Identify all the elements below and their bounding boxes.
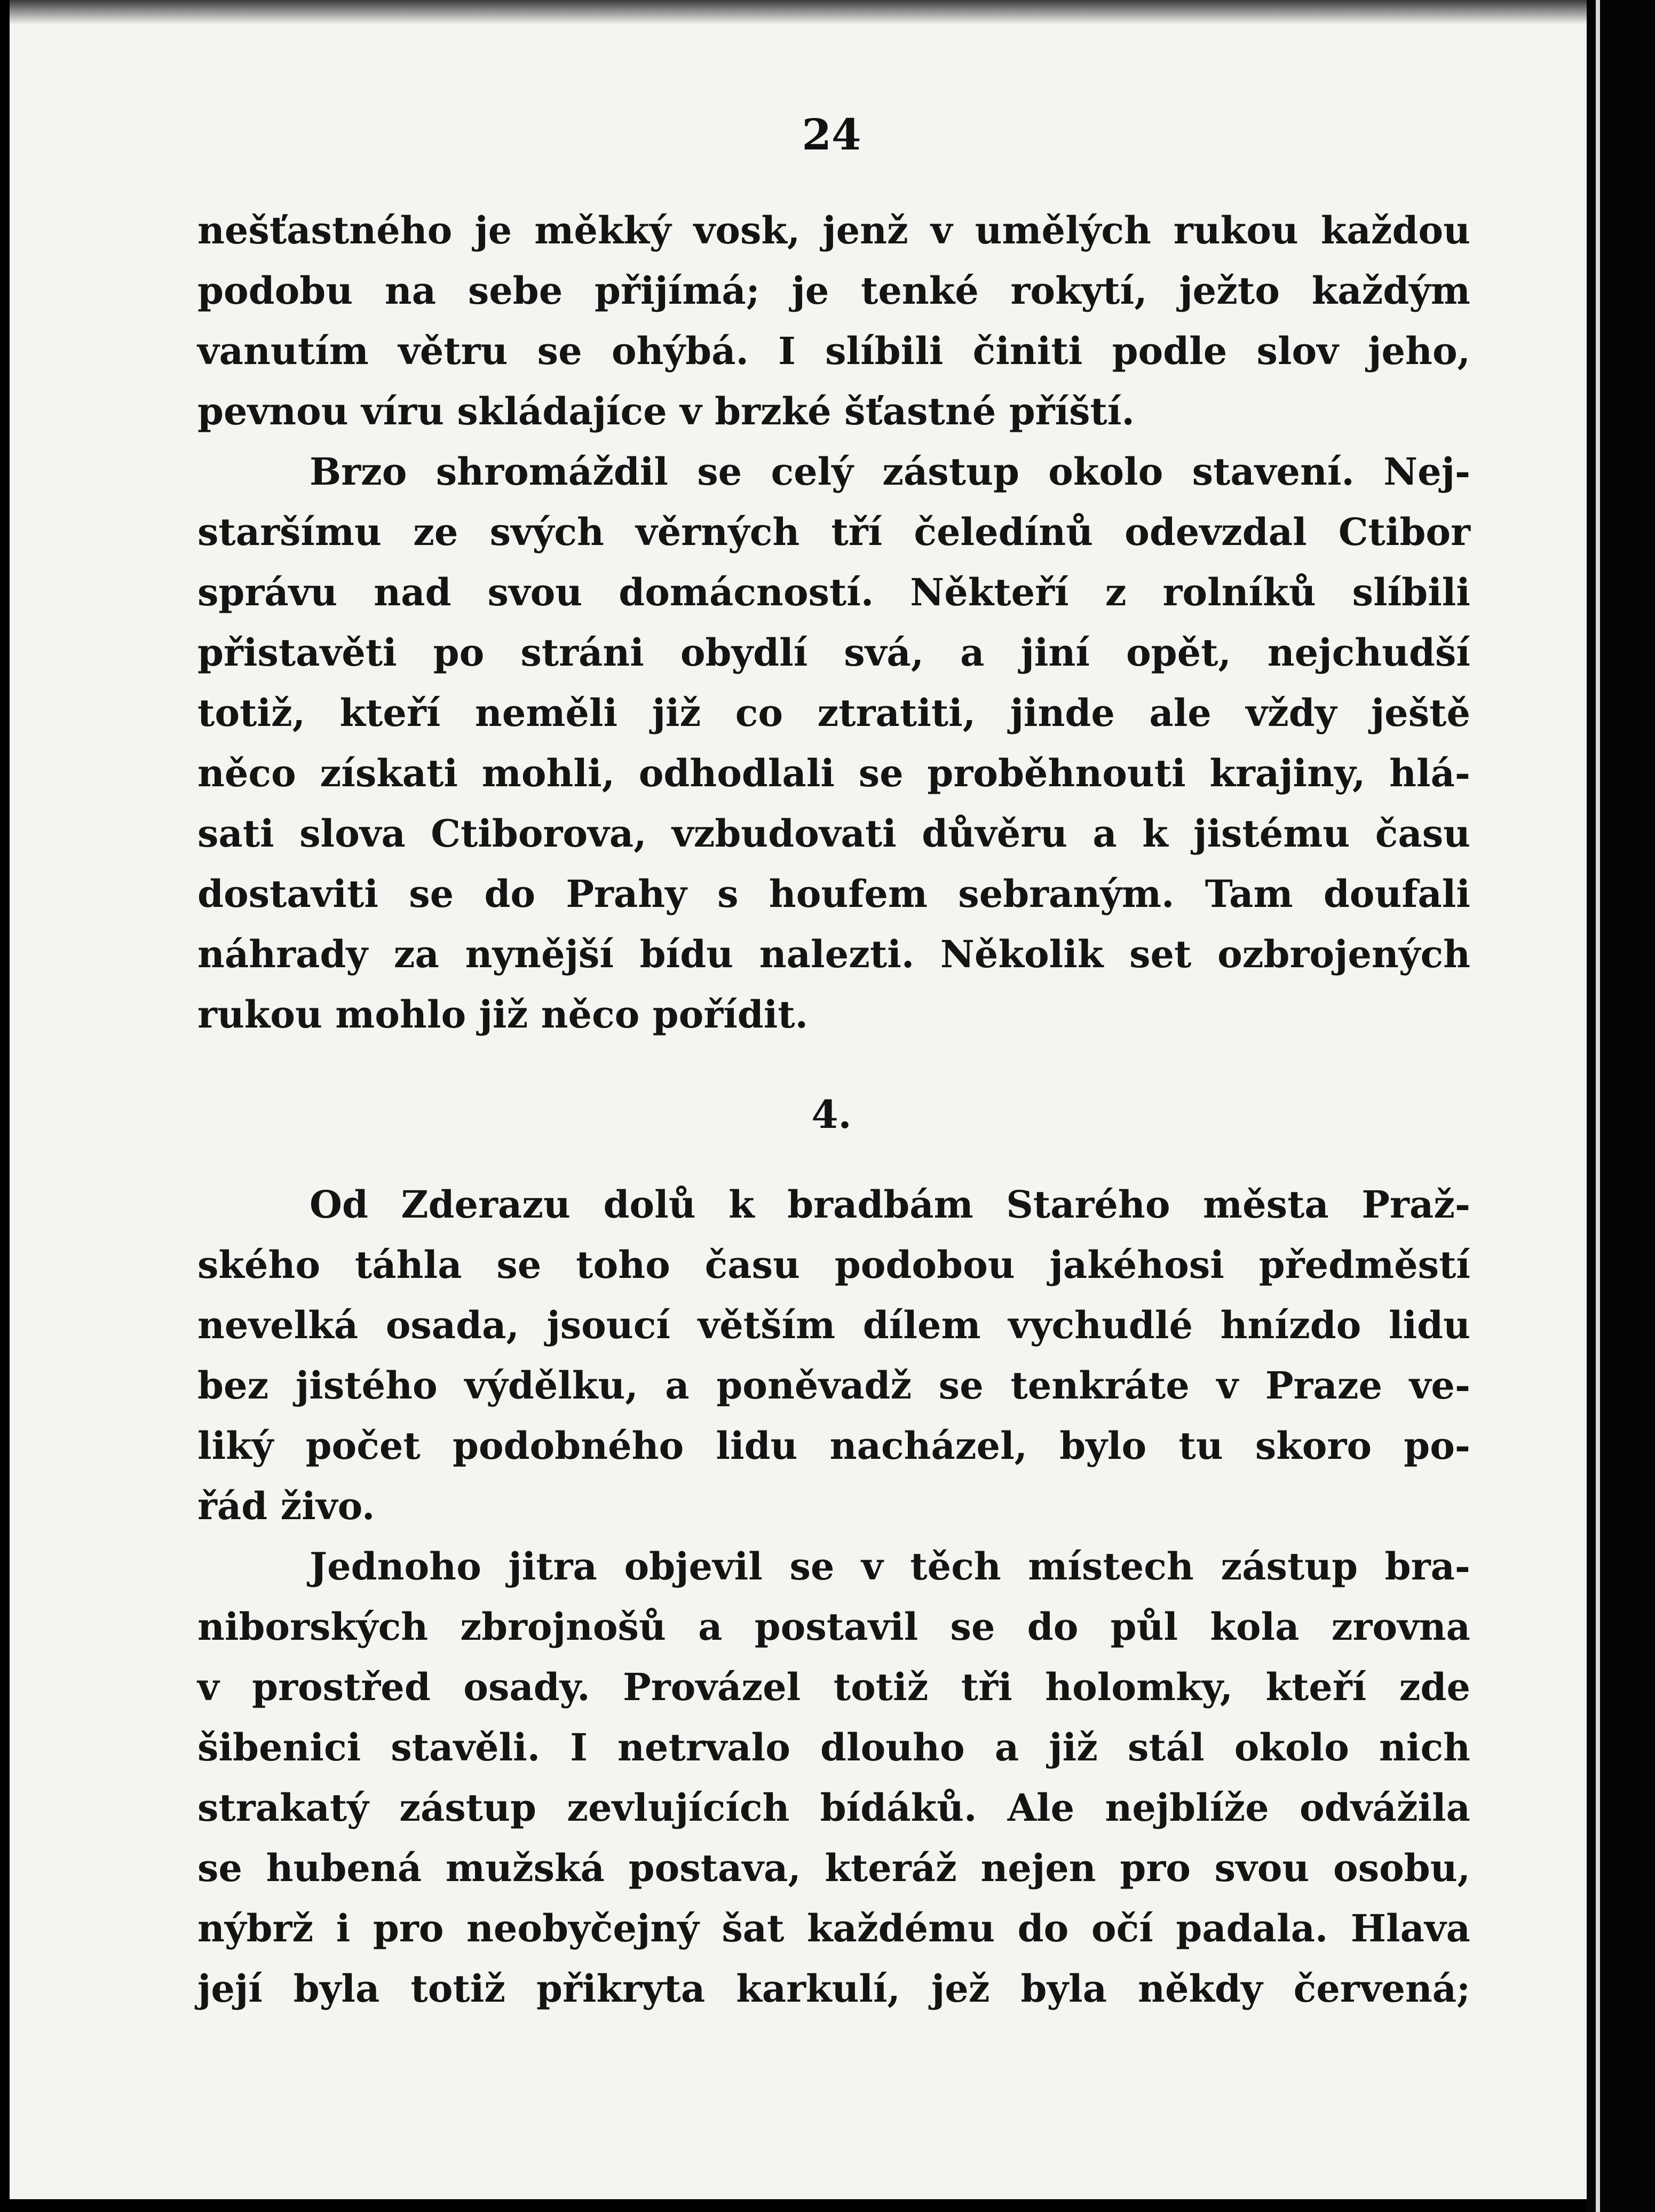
text-line: přistavěti po stráni obydlí svá, a jiní opět, nejchudší — [197, 630, 1470, 675]
text-line: dostaviti se do Prahy s houfem sebraným. Tam doufali — [197, 872, 1470, 916]
top-shadow — [10, 0, 1587, 25]
text-line: něco získati mohli, odhodlali se proběhnouti krajiny, hlá- — [197, 751, 1470, 795]
text-line: pevnou víru skládajíce v brzké šťastné příští. — [197, 389, 1135, 433]
text-line: totiž, kteří neměli již co ztratiti, jinde ale vždy ještě — [197, 691, 1470, 735]
text-line: nevelká osada, jsoucí větším dílem vychudlé hnízdo lidu — [197, 1303, 1470, 1347]
text-line: sati slova Ctiborova, vzbudovati důvěru a k jistému času — [197, 811, 1470, 856]
text-line: vanutím větru se ohýbá. I slíbili činiti podle slov jeho, — [197, 329, 1470, 373]
text-line: Od Zderazu dolů k bradbám Starého města Praž- — [310, 1182, 1470, 1227]
text-line: náhrady za nynější bídu nalezti. Několik set ozbrojených — [197, 932, 1470, 976]
text-line: v prostřed osady. Provázel totiž tři holomky, kteří zde — [197, 1665, 1470, 1709]
book-page — [10, 0, 1587, 2199]
text-line: nýbrž i pro neobyčejný šat každému do očí padala. Hlava — [197, 1906, 1470, 1950]
text-line: liký počet podobného lidu nacházel, bylo tu skoro po- — [197, 1424, 1470, 1468]
text-block-top — [197, 200, 1470, 1045]
text-line: řád živo. — [197, 1484, 375, 1528]
text-line: podobu na sebe přijímá; je tenké rokytí, ježto každým — [197, 268, 1470, 313]
text-line: nešťastného je měkký vosk, jenž v umělých rukou každou — [197, 208, 1470, 252]
text-line: její byla totiž přikryta karkulí, jež byla někdy červená; — [197, 1966, 1470, 2011]
section-heading: 4. — [811, 1092, 852, 1137]
text-line: se hubená mužská postava, kteráž nejen pro svou osobu, — [197, 1846, 1470, 1890]
text-line: Jednoho jitra objevil se v těch místech zástup bra- — [310, 1544, 1470, 1589]
text-line: strakatý zástup zevlujících bídáků. Ale nejblíže odvážila — [197, 1786, 1470, 1830]
text-line: niborských zbrojnošů a postavil se do půl kola zrovna — [197, 1605, 1470, 1649]
text-line: bez jistého výdělku, a poněvadž se tenkráte v Praze ve- — [197, 1363, 1470, 1408]
text-block-bottom — [197, 1174, 1470, 2019]
text-line: správu nad svou domácností. Někteří z rolníků slíbili — [197, 570, 1470, 614]
text-line: ského táhla se toho času podobou jakéhosi předměstí — [197, 1243, 1470, 1287]
text-line: šibenici stavěli. I netrvalo dlouho a již stál okolo nich — [197, 1725, 1470, 1769]
text-line: rukou mohlo již něco pořídit. — [197, 992, 809, 1037]
text-line: staršímu ze svých věrných tří čeledínů odevzdal Ctibor — [197, 510, 1470, 554]
text-line: Brzo shromáždil se celý zástup okolo stavení. Nej- — [310, 449, 1470, 494]
page-edge-line — [1596, 0, 1600, 2212]
page-number: 24 — [802, 109, 861, 160]
